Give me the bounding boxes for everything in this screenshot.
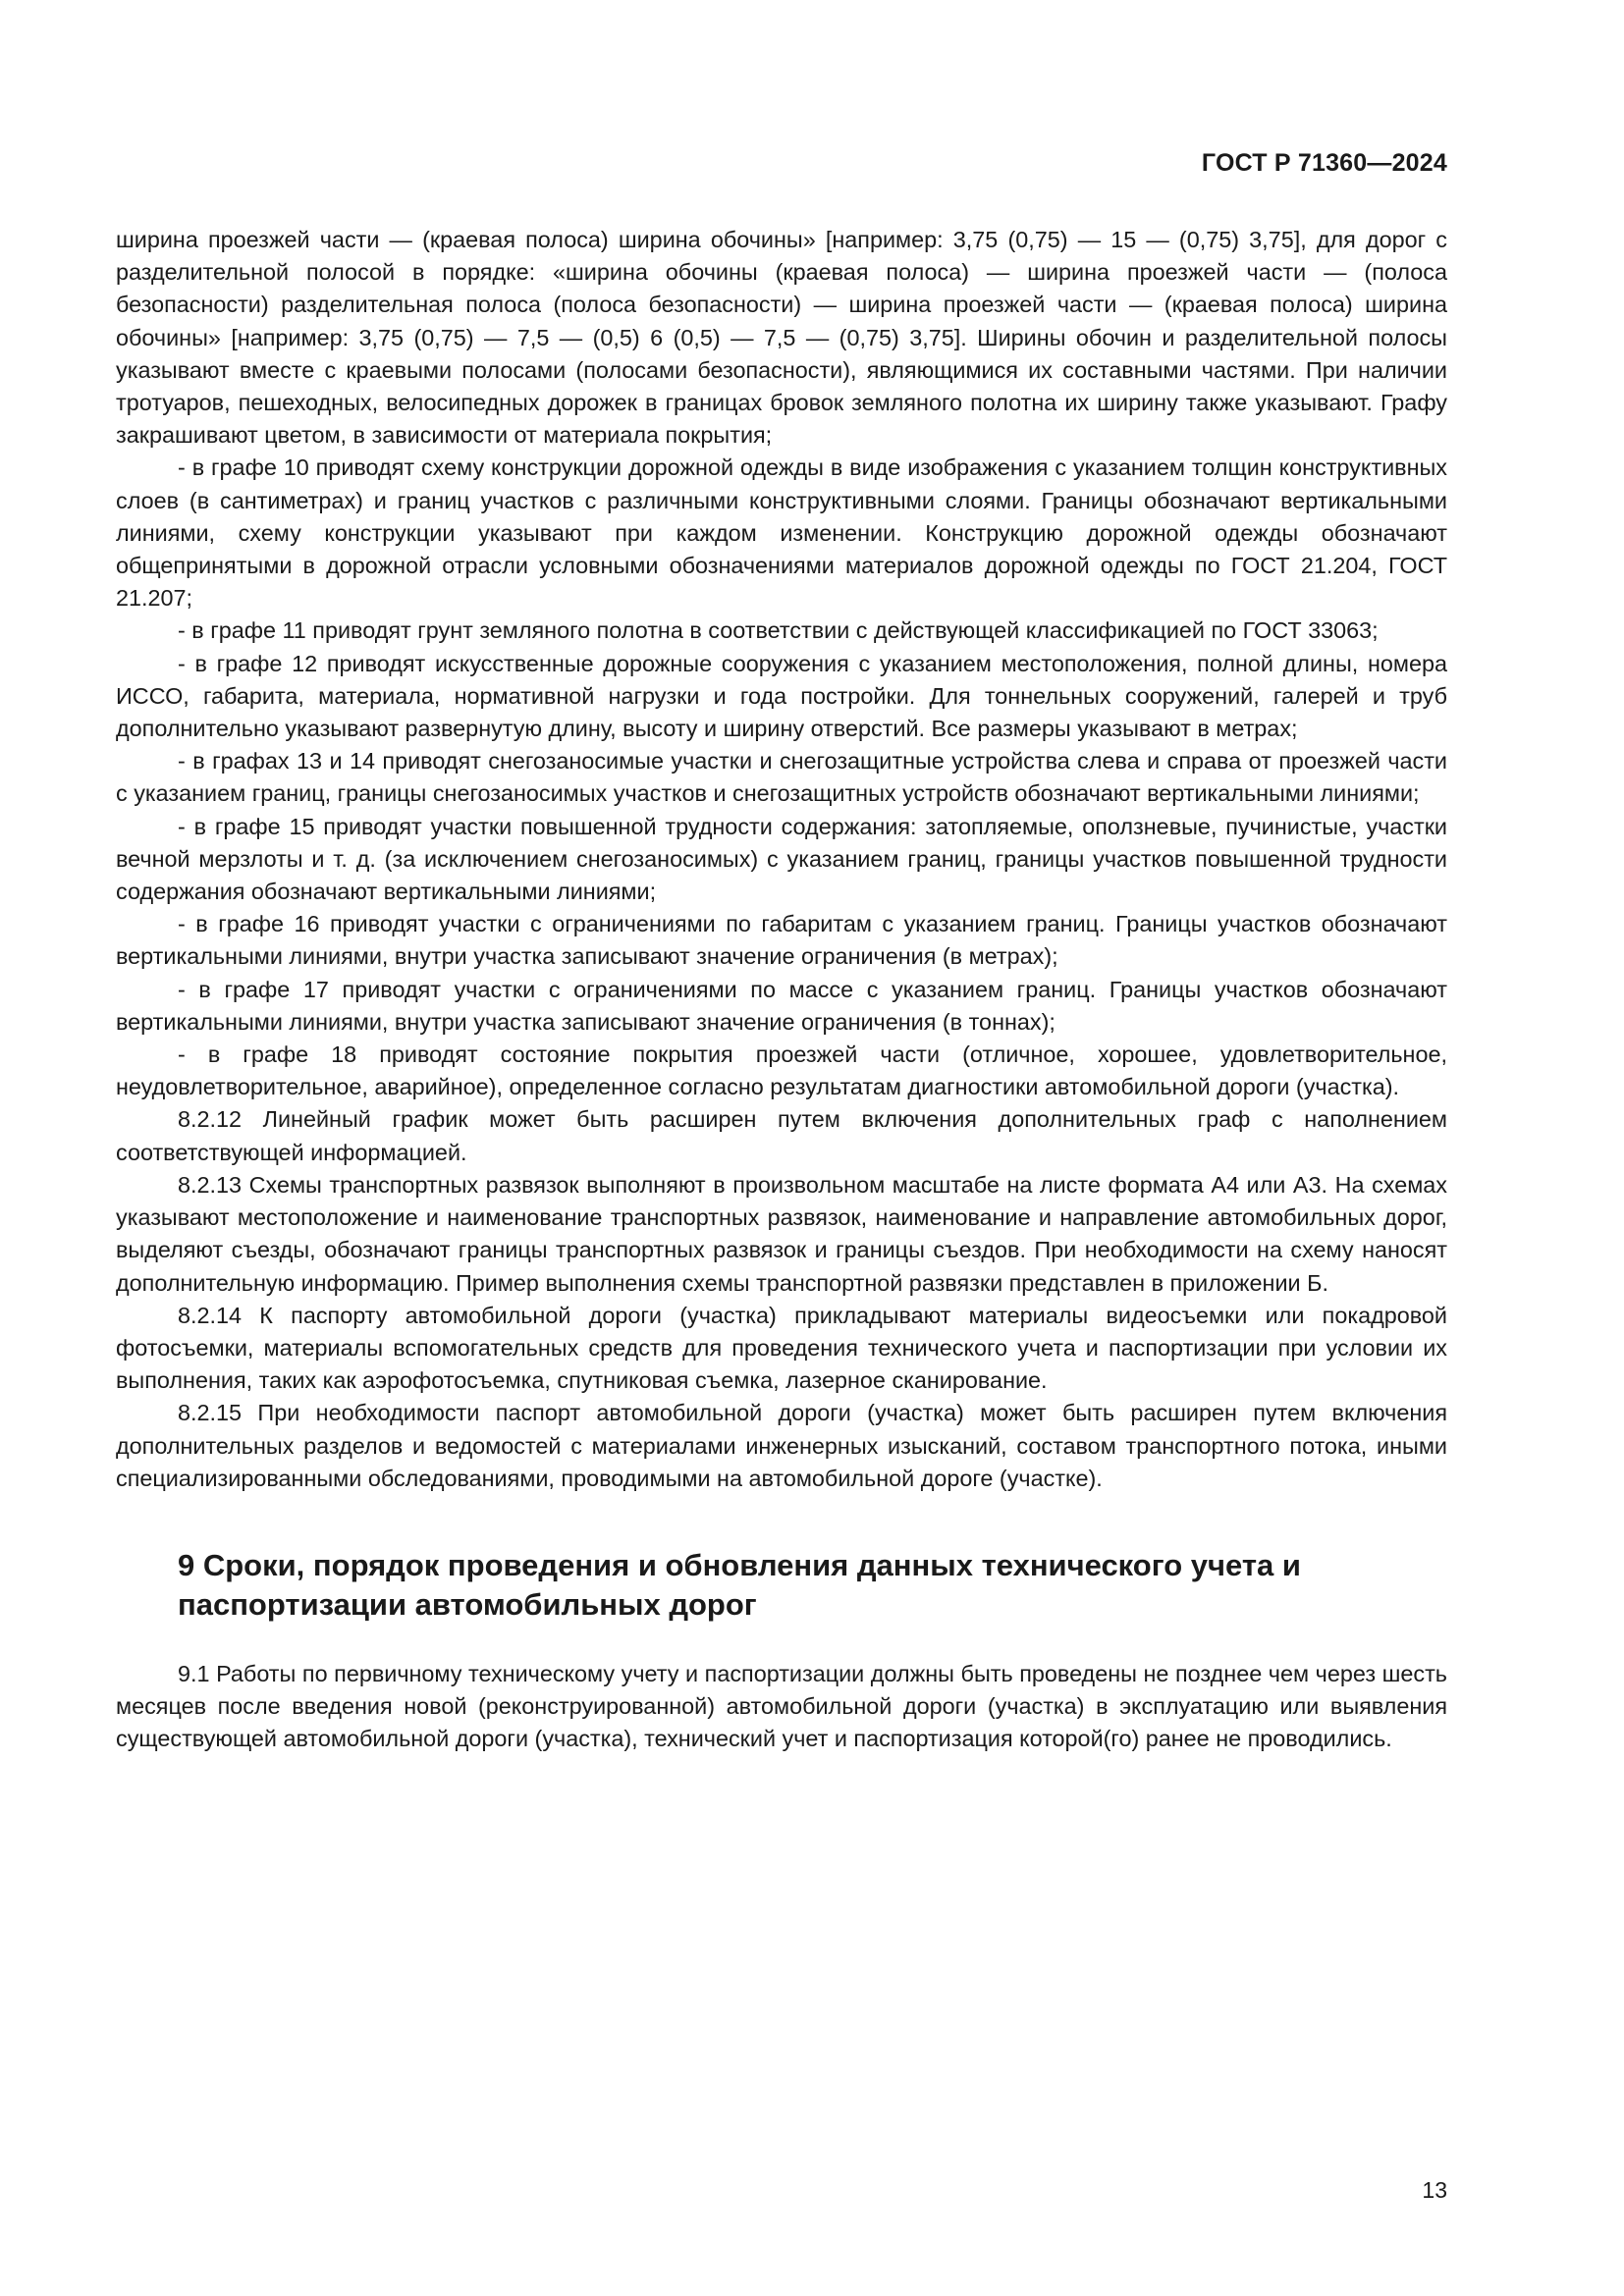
paragraph-item-column-16: - в графе 16 приводят участки с ограничениями по габаритам с указанием границ. Границы участков обозначают вертикальными линиями, внутри участка записывают значение ограничения (в метрах); bbox=[116, 911, 1447, 970]
paragraph-continuation: ширина проезжей части — (краевая полоса) ширина обочины» [например: 3,75 (0,75) — 15 — (0,75) 3,75], для дорог с разделительной полосой в порядке: «ширина обочины (краевая полоса) — ширина проезжей части — (полоса безопасности) разделительная полоса (полоса безопасности) — ширина проезжей части — (краевая полоса) ширина обочины» [например: 3,75 (0,75) — 7,5 — (0,5) 6 (0,5) — 7,5 — (0,75) 3,75]. Ширины обочин и разделительной полосы указывают вместе с краевыми полосами (полосами безопасности), являющимися их составными частями. При наличии тротуаров, пешеходных, велосипедных дорожек в границах бровок земляного полотна их ширину также указывают. Графу закрашивают цветом, в зависимости от материала покрытия; bbox=[116, 227, 1447, 449]
paragraph-8-2-12: 8.2.12 Линейный график может быть расширен путем включения дополнительных граф с наполнением соответствующей информацией. bbox=[116, 1106, 1447, 1165]
document-code-header: ГОСТ Р 71360—2024 bbox=[1201, 149, 1447, 177]
paragraph-item-column-17: - в графе 17 приводят участки с ограничениями по массе с указанием границ. Границы участков обозначают вертикальными линиями, внутри участка записывают значение ограничения (в тоннах); bbox=[116, 976, 1447, 1035]
paragraph-item-column-15: - в графе 15 приводят участки повышенной трудности содержания: затопляемые, оползневые, пучинистые, участки вечной мерзлоты и т. д. (за исключением снегозаносимых) с указанием границ, границы участков повышенной трудности содержания обозначают вертикальными линиями; bbox=[116, 813, 1447, 905]
paragraph-8-2-14: 8.2.14 К паспорту автомобильной дороги (участка) прикладывают материалы видеосъемки или покадровой фотосъемки, материалы вспомогательных средств для проведения технического учета и паспортизации при условии их выполнения, таких как аэрофотосъемка, спутниковая съемка, лазерное сканирование. bbox=[116, 1302, 1447, 1394]
paragraph-item-columns-13-14: - в графах 13 и 14 приводят снегозаносимые участки и снегозащитные устройства слева и справа от проезжей части с указанием границ, границы снегозаносимых участков и снегозащитных устройств обозначают вертикальными линиями; bbox=[116, 748, 1447, 807]
paragraph-9-1: 9.1 Работы по первичному техническому учету и паспортизации должны быть проведены не позднее чем через шесть месяцев после введения новой (реконструированной) автомобильной дороги (участка) в эксплуатацию или выявления существующей автомобильной дороги (участка), технический учет и паспортизация которой(го) ранее не проводились. bbox=[116, 1660, 1447, 1752]
page-number: 13 bbox=[1422, 2177, 1447, 2203]
paragraph-8-2-13: 8.2.13 Схемы транспортных развязок выполняют в произвольном масштабе на листе формата А4 или А3. На схемах указывают местоположение и наименование транспортных развязок, наименование и направление автомобильных дорог, выделяют съезды, обозначают границы транспортных развязок и границы съездов. При необходимости на схему наносят дополнительную информацию. Пример выполнения схемы транспортной развязки представлен в приложении Б. bbox=[116, 1171, 1447, 1296]
section-9-heading: 9 Сроки, порядок проведения и обновления данных технического учета и паспортизации автомобильных дорог bbox=[178, 1547, 1301, 1622]
paragraph-item-column-12: - в графе 12 приводят искусственные дорожные сооружения с указанием местоположения, полной длины, номера ИССО, габарита, материала, нормативной нагрузки и года постройки. Для тоннельных сооружений, галерей и труб дополнительно указывают развернутую длину, высоту и ширину отверстий. Все размеры указывают в метрах; bbox=[116, 650, 1447, 742]
paragraph-item-column-10: - в графе 10 приводят схему конструкции дорожной одежды в виде изображения с указанием толщин конструктивных слоев (в сантиметрах) и границ участков с различными конструктивными слоями. Границы обозначают вертикальными линиями, схему конструкции указывают при каждом изменении. Конструкцию дорожной одежды обозначают общепринятыми в дорожной отрасли условными обозначениями материалов дорожной одежды по ГОСТ 21.204, ГОСТ 21.207; bbox=[116, 454, 1447, 612]
paragraph-8-2-15: 8.2.15 При необходимости паспорт автомобильной дороги (участка) может быть расширен путем включения дополнительных разделов и ведомостей с материалами инженерных изысканий, составом транспортного потока, иными специализированными обследованиями, проводимыми на автомобильной дороге (участке). bbox=[116, 1400, 1447, 1491]
paragraph-item-column-18: - в графе 18 приводят состояние покрытия проезжей части (отличное, хорошее, удовлетворительное, неудовлетворительное, аварийное), определенное согласно результатам диагностики автомобильной дороги (участка). bbox=[116, 1041, 1447, 1100]
paragraph-item-column-11: - в графе 11 приводят грунт земляного полотна в соответствии с действующей классификацией по ГОСТ 33063; bbox=[178, 617, 1379, 644]
document-body bbox=[116, 224, 1447, 1756]
